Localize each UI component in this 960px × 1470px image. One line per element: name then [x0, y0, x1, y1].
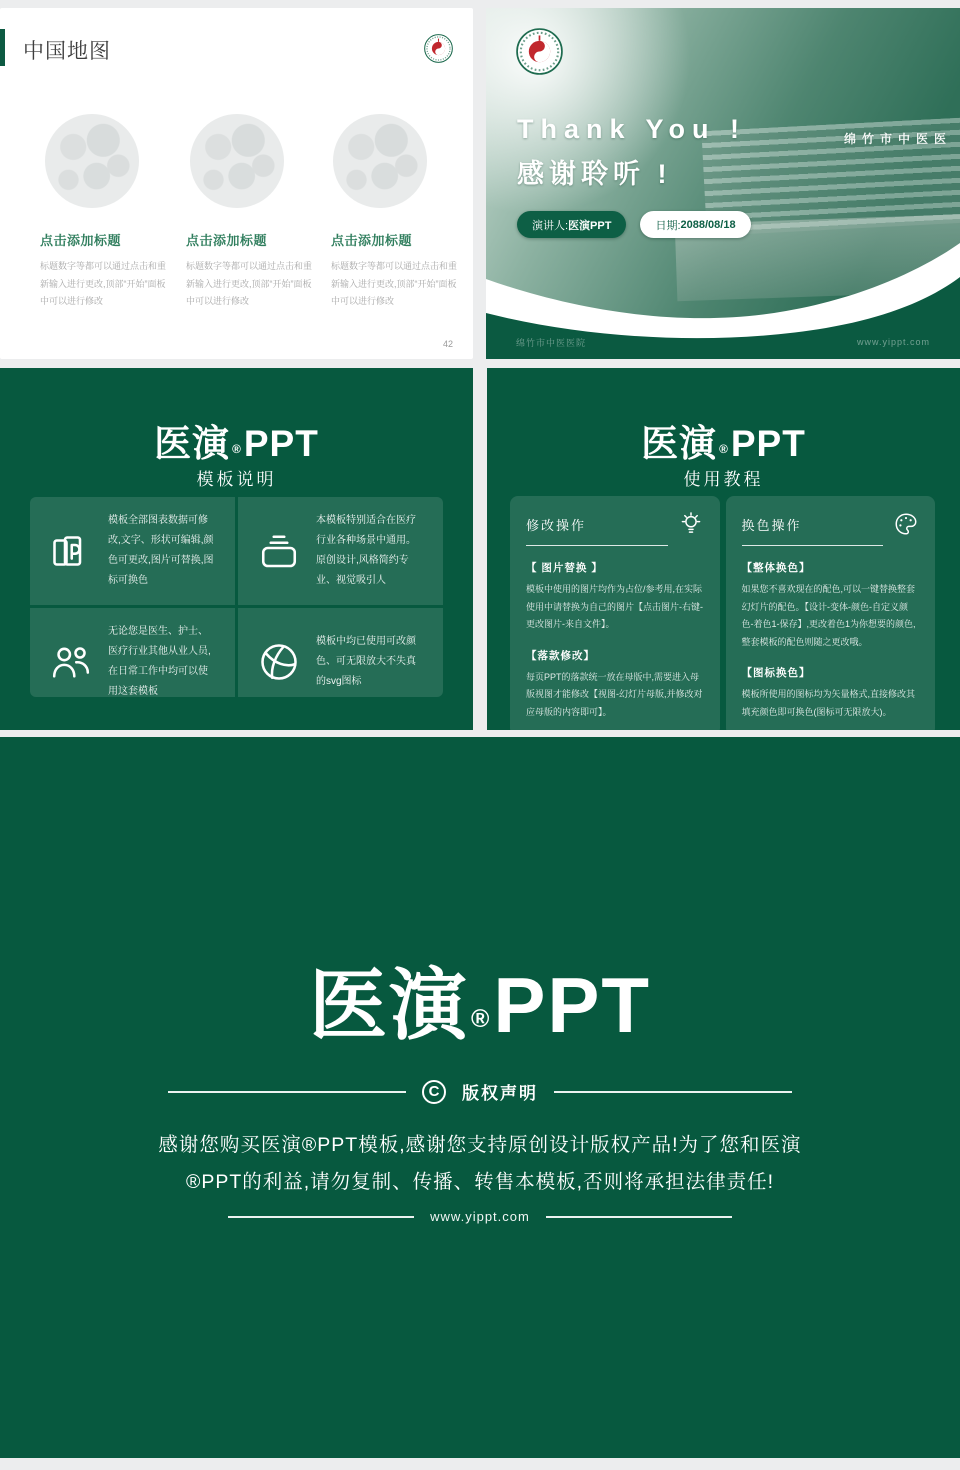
slide-tutorial-thumbnail	[487, 368, 960, 730]
registered-mark: ®	[719, 442, 729, 457]
slide-subtitle: 使用教程	[683, 470, 764, 489]
brand-cn: 医演	[154, 423, 231, 464]
globe-icon	[333, 114, 427, 208]
registered-mark: ®	[232, 442, 242, 457]
copyright-section	[0, 737, 960, 1458]
map-column	[186, 230, 318, 311]
slide-map-thumbnail	[0, 8, 473, 359]
column-body: 标题数字等都可以通过点击和重新输入进行更改,顶部“开始”面板中可以进行修改	[40, 261, 167, 307]
map-column	[40, 230, 172, 311]
globe-icon	[190, 114, 284, 208]
feature-text: 本模板特别适合在医疗行业各种场景中通用。原创设计,风格简约专业、视觉吸引人	[316, 515, 416, 586]
website-url: www.yippt.com	[430, 1209, 530, 1224]
slide-subtitle: 模板说明	[196, 470, 277, 489]
copyright-icon: C	[422, 1080, 446, 1104]
brand-logo	[0, 413, 473, 467]
footer-hospital-name: 绵竹市中医医院	[516, 337, 587, 348]
brand-logo-large	[0, 943, 960, 1055]
divider-line	[554, 1091, 792, 1093]
copyright-heading-row	[0, 1079, 960, 1104]
brand-cn: 医演	[641, 423, 718, 464]
divider-line	[168, 1091, 406, 1093]
hospital-logo-icon	[516, 28, 563, 75]
tutorial-panel-recolor	[726, 496, 936, 730]
building-sign-text: 绵竹市中医医	[843, 132, 952, 146]
section-title: 【整体换色】	[741, 562, 811, 574]
feature-grid	[30, 497, 443, 697]
feature-text: 模板中均已使用可改颜色、可无限放大不失真的svg图标	[316, 636, 416, 687]
section-title: 【图标换色】	[741, 667, 811, 680]
feature-cell	[238, 497, 443, 605]
hospital-logo-icon	[424, 34, 453, 63]
date-value: 2088/08/18	[680, 218, 736, 231]
feature-text: 无论您是医生、护士、医疗行业其他从业人员,在日常工作中均可以使用这套模板	[108, 626, 211, 697]
panel-header	[526, 511, 704, 537]
header-underline	[742, 545, 884, 546]
slide-footer	[486, 325, 960, 359]
divider-line	[546, 1216, 732, 1218]
presenter-value: 医演PPT	[568, 219, 612, 232]
presenter-label: 演讲人:	[532, 219, 569, 232]
info-pills	[517, 211, 751, 238]
column-body: 标题数字等都可以通过点击和重新输入进行更改,顶部“开始”面板中可以进行修改	[331, 261, 458, 307]
website-row	[0, 1209, 960, 1224]
panel-header	[742, 511, 920, 537]
lightbulb-icon	[678, 511, 704, 537]
map-column	[331, 230, 463, 311]
copyright-title: 版权声明	[462, 1084, 538, 1103]
column-heading: 点击添加标题	[186, 233, 268, 248]
feature-cell	[238, 608, 443, 697]
section-body: 每页PPT的落款统一放在母版中,需要进入母版视图才能修改【视图-幻灯片母版,并修改对应母版的内容即可】。	[526, 671, 703, 717]
presenter-pill	[517, 211, 626, 238]
date-pill	[640, 211, 750, 238]
brand-en: PPT	[730, 423, 806, 464]
column-heading: 点击添加标题	[331, 233, 413, 248]
brand-cn: 医演	[308, 961, 469, 1049]
copyright-body: 感谢您购买医演®PPT模板,感谢您支持原创设计版权产品!为了您和医演®PPT的利益,请勿复制、传播、转售本模板,否则将承担法律责任!	[158, 1134, 802, 1194]
panel-title: 修改操作	[526, 517, 587, 533]
pages-icon	[50, 530, 96, 572]
palette-icon	[893, 511, 919, 537]
tutorial-panel-modify	[510, 496, 720, 730]
brand-en: PPT	[243, 423, 319, 464]
users-icon	[50, 641, 96, 683]
page-number: 42	[442, 339, 453, 349]
footer-url: www.yippt.com	[856, 337, 930, 347]
globe-icon	[45, 114, 139, 208]
slide-thankyou-thumbnail	[486, 8, 960, 359]
section-title: 【落款修改】	[526, 649, 595, 662]
briefcase-icon	[258, 530, 304, 572]
section-body: 模板所使用的图标均为矢量格式,直接修改其填充颜色即可换色(图标可无限放大)。	[741, 689, 916, 717]
section-body: 如果您不喜欢现在的配色,可以一键替换整套幻灯片的配色。【设计-变体-颜色-自定义颜色-着色1-保存】,更改着色1为你想要的颜色,整套模板的配色则随之更改哦。	[741, 584, 916, 647]
registered-mark: ®	[470, 1004, 492, 1033]
section-body: 模板中使用的图片均作为占位/参考用,在实际使用中请替换为自己的图片【点击图片-右键-更改图片-来自文件】。	[526, 584, 703, 630]
panel-title: 换色操作	[741, 517, 802, 533]
brand-en: PPT	[493, 961, 652, 1049]
column-body: 标题数字等都可以通过点击和重新输入进行更改,顶部“开始”面板中可以进行修改	[186, 261, 313, 307]
column-heading: 点击添加标题	[40, 233, 122, 248]
slide-about-thumbnail	[0, 368, 473, 730]
divider-line	[228, 1216, 414, 1218]
feature-cell	[30, 608, 235, 697]
feature-text: 模板全部图表数据可修改,文字、形状可编辑,颜色可更改,图片可替换,图标可换色	[108, 515, 214, 586]
thankyou-title-cn: 感谢聆听 !	[517, 159, 672, 189]
thankyou-title-en: Thank You !	[517, 114, 747, 144]
section-title: 【 图片替换 】	[526, 562, 603, 574]
header-underline	[526, 545, 668, 546]
feature-cell	[30, 497, 235, 605]
date-label: 日期:	[655, 219, 681, 232]
dribbble-icon	[258, 641, 304, 683]
title-accent-bar	[0, 29, 5, 66]
slide-title: 中国地图	[23, 40, 111, 63]
brand-logo	[487, 413, 960, 467]
tutorial-panels	[510, 496, 935, 717]
